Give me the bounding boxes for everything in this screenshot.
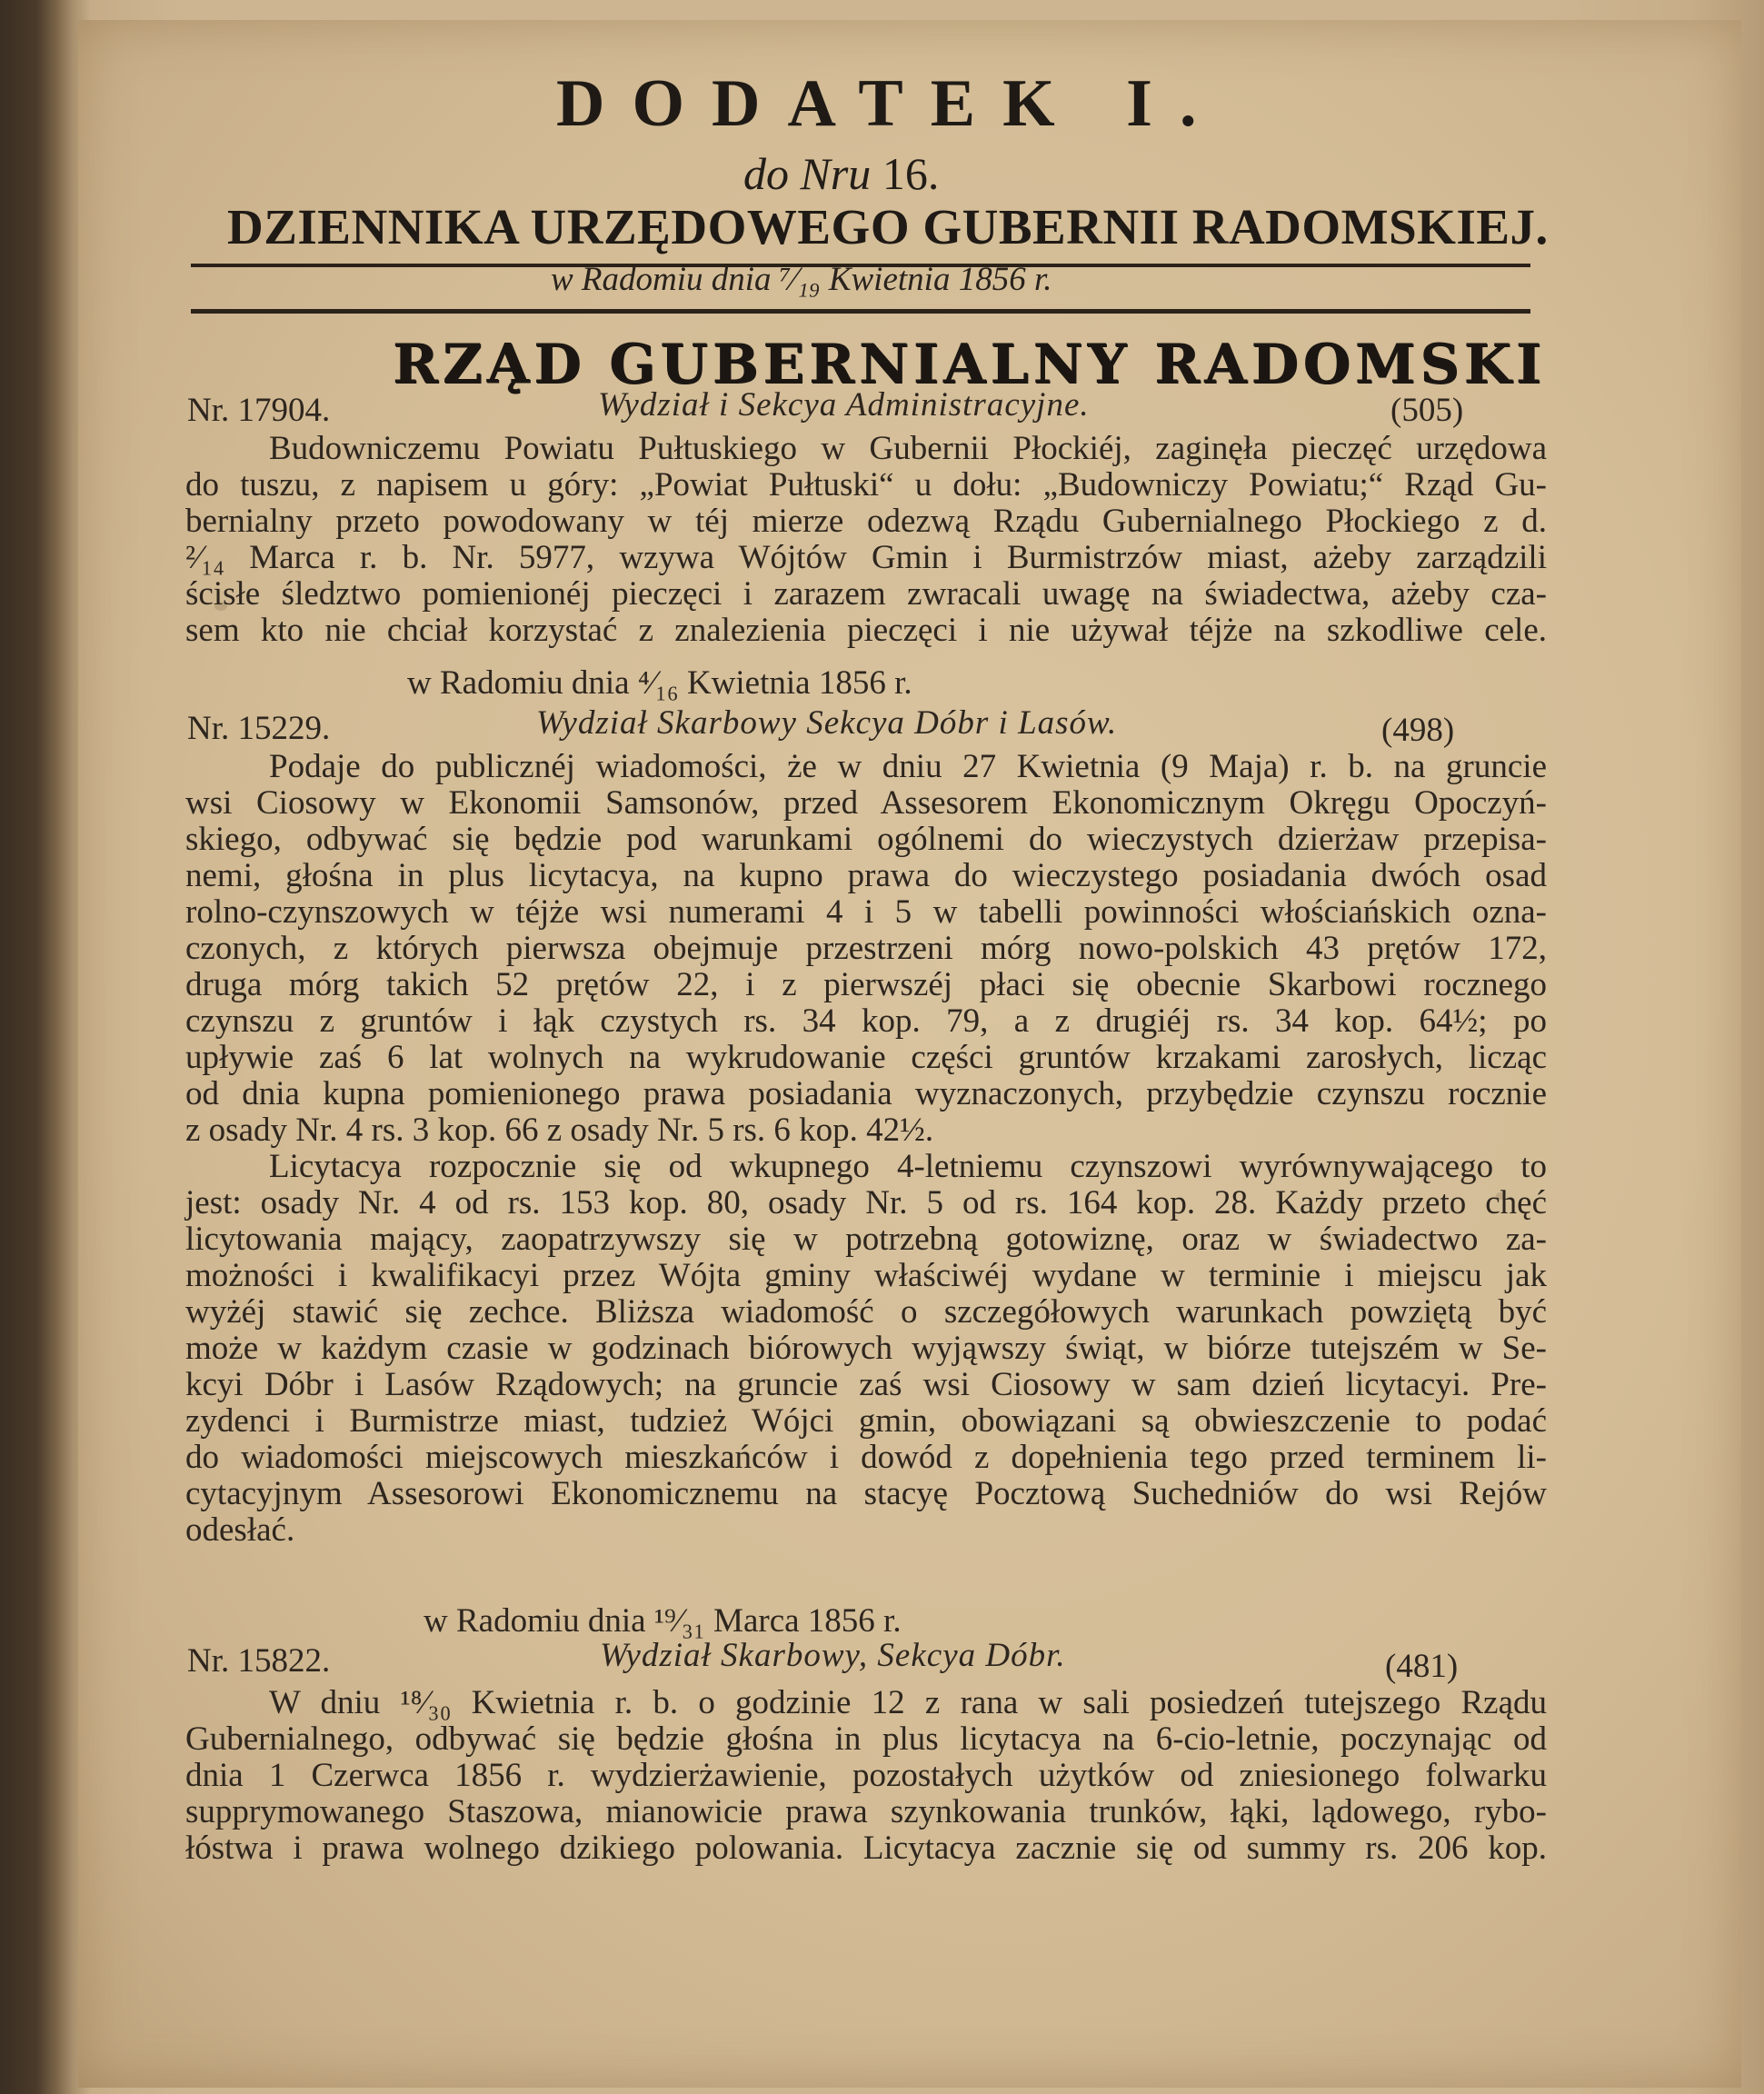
text-line: skiego, odbywać się będzie pod warunkami ogólnemi do wieczystych dzierżaw przepisa-: [185, 821, 1547, 858]
text-line: do tuszu, z napisem u góry: „Powiat Pułtuski“ u dołu: „Budowniczy Powiatu;“ Rząd Gu-: [185, 466, 1547, 504]
issue-dateline: w Radomiu dnia ⁷⁄₁₉ Kwietnia 1856 r.: [551, 261, 1052, 298]
text-line: do wiadomości miejscowych mieszkańców i dowód z dopełnienia tego przed terminem li-: [185, 1439, 1547, 1476]
header-rule-bottom: [191, 309, 1530, 314]
text-line: Licytacya rozpocznie się od wkupnego 4-letniemu czynszowi wyrównywającego to: [269, 1148, 1547, 1185]
text-line: bernialny przeto powodowany w téj mierze odezwą Rządu Gubernialnego Płockiego z d.: [185, 503, 1547, 540]
text-line: odesłać.: [185, 1511, 295, 1549]
issuing-office: RZĄD GUBERNIALNY RADOMSKI: [393, 333, 1546, 396]
notice-number: Nr. 15822.: [187, 1642, 331, 1680]
issue-subtitle: [743, 147, 939, 200]
text-line: cytacyjnym Assesorowi Ekonomicznemu na stacyę Pocztową Suchedniów do wsi Rejów: [185, 1475, 1547, 1512]
notice-section: Wydział Skarbowy Sekcya Dóbr i Lasów.: [536, 704, 1118, 742]
text-line: dnia 1 Czerwca 1856 r. wydzierżawienie, pozostałych użytków od zniesionego folwarku: [185, 1757, 1547, 1794]
issue-number: 16.: [882, 148, 940, 199]
notice-reference: (498): [1381, 712, 1455, 749]
text-line: Podaje do publicznéj wiadomości, że w dniu 27 Kwietnia (9 Maja) r. b. na gruncie: [269, 748, 1547, 785]
text-line: może w każdym czasie w godzinach biórowych wyjąwszy świąt, w biórze tutejszém w Se-: [185, 1330, 1547, 1367]
text-line: zydenci i Burmistrze miast, tudzież Wójci gmin, obowiązani są obwieszczenie to podać: [185, 1402, 1547, 1440]
notice-section: Wydział Skarbowy, Sekcya Dóbr.: [600, 1637, 1066, 1674]
text-line: ²⁄₁₄ Marca r. b. Nr. 5977, wzywa Wójtów Gmin i Burmistrzów miast, ażeby zarządzili: [185, 539, 1547, 576]
document-title: DODATEK I.: [556, 66, 1224, 141]
notice-body: [185, 429, 1547, 647]
text-line: nemi, głośna in plus licytacya, na kupno prawa do wieczystego posiadania dwóch osad: [185, 857, 1547, 894]
text-line: licytowania mający, zaopatrzywszy się w potrzebną gotowiznę, oraz w świadectwo za-: [185, 1221, 1547, 1258]
text-line: czynszu z gruntów i łąk czystych rs. 34 kop. 79, a z drugiéj rs. 34 kop. 64½; po: [185, 1002, 1547, 1040]
journal-name: DZIENNIKA URZĘDOWEGO GUBERNII RADOMSKIEJ.: [227, 199, 1549, 254]
issue-prefix: do Nru: [743, 148, 872, 199]
text-line: rolno-czynszowych w téjże wsi numerami 4 i 5 w tabelli powinności włościańskich ozna-: [185, 893, 1547, 931]
notice-section: Wydział i Sekcya Administracyjne.: [598, 386, 1090, 424]
text-line: Gubernialnego, odbywać się będzie głośna in plus licytacya na 6-cio-letnie, poczynając od: [185, 1720, 1547, 1758]
notice-reference: (481): [1385, 1648, 1459, 1685]
text-line: kcyi Dóbr i Lasów Rządowych; na gruncie zaś wsi Ciosowy w sam dzień licytacyi. Pre-: [185, 1366, 1547, 1403]
notice-closing: w Radomiu dnia ⁴⁄₁₆ Kwietnia 1856 r.: [407, 664, 912, 702]
notice-body: [185, 1683, 1547, 1865]
text-line: z osady Nr. 4 rs. 3 kop. 66 z osady Nr. 5 rs. 6 kop. 42½.: [185, 1112, 934, 1149]
text-line: sem kto nie chciał korzystać z znalezienia pieczęci i nie używał téjże na szkodliwe cele.: [185, 612, 1547, 649]
text-line: możności i kwalifikacyi przez Wójta gminy właściwéj wydane w terminie i miejscu jak: [185, 1257, 1547, 1294]
notice-number: Nr. 17904.: [187, 392, 331, 429]
text-line: wsi Ciosowy w Ekonomii Samsonów, przed Assesorem Ekonomicznym Okręgu Opoczyń-: [185, 784, 1547, 822]
text-line: W dniu ¹⁸⁄₃₀ Kwietnia r. b. o godzinie 12 z rana w sali posiedzeń tutejszego Rządu: [269, 1684, 1547, 1721]
notice-reference: (505): [1390, 392, 1464, 429]
text-line: druga mórg takich 52 prętów 22, i z pierwszéj płaci się obecnie Skarbowi rocznego: [185, 966, 1547, 1003]
text-line: Budowniczemu Powiatu Pułtuskiego w Gubernii Płockiéj, zaginęła pieczęć urzędowa: [269, 430, 1547, 467]
text-line: łóstwa i prawa wolnego dzikiego polowania. Licytacya zacznie się od summy rs. 206 kop.: [185, 1830, 1547, 1867]
text-line: wyżéj stawić się zechce. Bliższa wiadomość o szczegółowych warunkach powziętą być: [185, 1293, 1547, 1331]
text-line: supprymowanego Staszowa, mianowicie prawa szynkowania trunków, łąki, lądowego, rybo-: [185, 1793, 1547, 1830]
text-line: czonych, z których pierwsza obejmuje przestrzeni mórg nowo-polskich 43 prętów 172,: [185, 930, 1547, 967]
notice-closing: w Radomiu dnia ¹⁹⁄₃₁ Marca 1856 r.: [424, 1602, 902, 1640]
text-line: upływie zaś 6 lat wolnych na wykrudowanie części gruntów krzakami zarosłych, licząc: [185, 1039, 1547, 1076]
text-line: ścisłe śledztwo pomienionéj pieczęci i zarazem zwracali uwagę na świadectwa, ażeby cza-: [185, 575, 1547, 613]
notice-body: [185, 747, 1547, 1547]
notice-number: Nr. 15229.: [187, 710, 331, 747]
text-line: od dnia kupna pomienionego prawa posiadania wyznaczonych, przybędzie czynszu rocznie: [185, 1075, 1547, 1112]
text-line: jest: osady Nr. 4 od rs. 153 kop. 80, osady Nr. 5 od rs. 164 kop. 28. Każdy przeto chęć: [185, 1184, 1547, 1222]
